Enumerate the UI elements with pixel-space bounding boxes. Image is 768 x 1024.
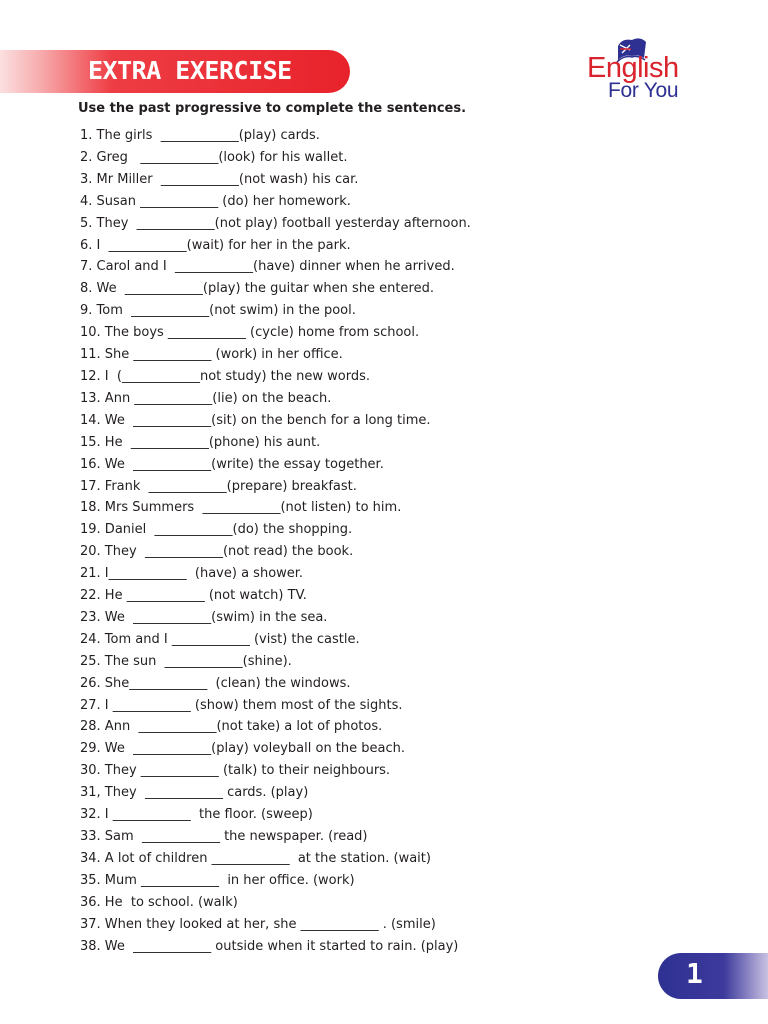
list-item: 11. She ____________ (work) in her office. (80, 347, 343, 363)
list-item: 14. We ____________(sit) on the bench for a long time. (80, 412, 431, 428)
list-item: 37. When they looked at her, she ____________ . (smile) (80, 916, 436, 932)
list-item: 19. Daniel ____________(do) the shopping. (80, 522, 353, 538)
page-number-tab (658, 953, 768, 999)
list-item: 13. Ann ____________(lie) on the beach. (80, 390, 332, 406)
list-item: 15. He ____________(phone) his aunt. (80, 434, 321, 450)
list-item: 20. They ____________(not read) the book. (80, 544, 354, 560)
list-item: 6. I ____________(wait) for her in the park. (80, 237, 351, 253)
list-item: 9. Tom ____________(not swim) in the pool. (80, 303, 356, 319)
list-item: 1. The girls ____________(play) cards. (80, 128, 320, 143)
list-item: 24. Tom and I ____________ (vist) the castle. (80, 631, 360, 647)
page-title: EXTRA EXERCISE (88, 56, 292, 85)
list-item: 27. I ____________ (show) them most of the sights. (80, 697, 403, 713)
list-item: 16. We ____________(write) the essay together. (80, 456, 384, 472)
list-item: 28. Ann ____________(not take) a lot of photos. (80, 719, 383, 735)
list-item: 4. Susan ____________ (do) her homework. (80, 193, 351, 209)
list-item: 31, They ____________ cards. (play) (80, 785, 309, 801)
list-item: 17. Frank ____________(prepare) breakfast. (80, 478, 357, 494)
list-item: 12. I (____________not study) the new words. (80, 368, 370, 384)
list-item: 10. The boys ____________ (cycle) home from school. (80, 325, 420, 341)
list-item: 34. A lot of children ____________ at the station. (wait) (80, 850, 431, 866)
list-item: 30. They ____________ (talk) to their neighbours. (80, 763, 391, 779)
list-item: 29. We ____________(play) voleyball on the beach. (80, 741, 406, 757)
list-item: 32. I ____________ the floor. (sweep) (80, 807, 313, 823)
list-item: 7. Carol and I ____________(have) dinner when he arrived. (80, 259, 455, 275)
list-item: 35. Mum ____________ in her office. (work) (80, 872, 355, 888)
list-item: 26. She____________ (clean) the windows. (80, 675, 351, 691)
logo-foryou-text: For You (608, 79, 679, 102)
logo-english-text: English (587, 52, 679, 84)
list-item: 36. He to school. (walk) (80, 894, 238, 910)
page-number: 1 (686, 957, 703, 990)
list-item: 18. Mrs Summers ____________(not listen) to him. (80, 500, 402, 516)
list-item: 38. We ____________ outside when it started to rain. (play) (80, 938, 459, 954)
list-item: 3. Mr Miller ____________(not wash) his car. (80, 171, 359, 187)
list-item: 23. We ____________(swim) in the sea. (80, 609, 328, 625)
exercise-instruction: Use the past progressive to complete the sentences. (78, 101, 467, 116)
list-item: 25. The sun ____________(shine). (80, 653, 292, 669)
list-item: 21. I____________ (have) a shower. (80, 566, 304, 582)
sentence-list (80, 125, 471, 957)
list-item: 33. Sam ____________ the newspaper. (read) (80, 829, 368, 844)
list-item: 22. He ____________ (not watch) TV. (80, 588, 307, 604)
list-item: 5. They ____________(not play) football yesterday afternoon. (80, 215, 471, 231)
list-item: 8. We ____________(play) the guitar when she entered. (80, 281, 434, 297)
list-item: 2. Greg ____________(look) for his wallet. (80, 149, 348, 165)
